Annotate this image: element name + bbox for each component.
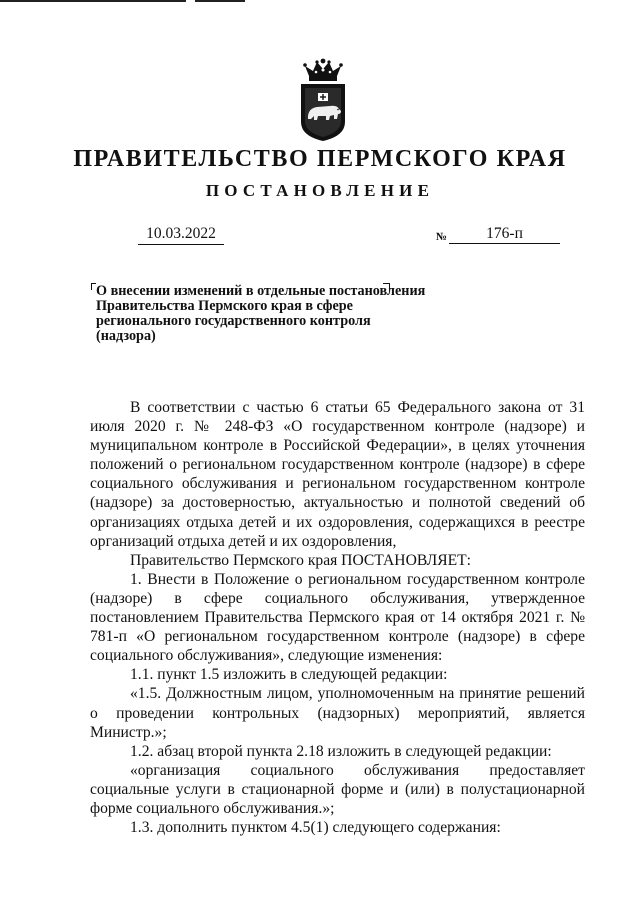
- body-paragraph-item-1-2: 1.2. абзац второй пункта 2.18 изложить в следующей редакции:: [130, 742, 552, 760]
- body-paragraph-preamble: В соответствии с частью 6 статьи 65 Федерального закона от 31 июля 2020 г. № 248-ФЗ «О государственном контроле (надзоре) и муниципальном контроле в Российской Федерации», в целях уточнения положений о региональном государственном контроле (надзоре) в сфере социального обслуживания и региональном государственном контроле (надзоре) за достоверностью, актуальностью и полнотой сведений об организациях отдыха детей и их оздоровления, содержащихся в реестре организаций отдыха детей и их оздоровления,: [90, 399, 585, 550]
- body-paragraph-resolves: Правительство Пермского края ПОСТАНОВЛЯЕТ:: [130, 551, 471, 569]
- document-number: 176-п: [449, 225, 560, 244]
- top-edge-line: [0, 0, 186, 2]
- body-paragraph-quote-2-18: «организация социального обслуживания предоставляет социальные услуги в стационарной форме и (или) в полустационарной форме социального обслуживания.»;: [90, 761, 585, 817]
- body-paragraph-item-1-3: 1.3. дополнить пунктом 4.5(1) следующего содержания:: [130, 819, 501, 837]
- body-paragraph-quote-1-5: «1.5. Должностным лицом, уполномоченным на принятие решений о проведении контрольных (надзорных) мероприятий, является Министр.»;: [90, 685, 585, 741]
- body-paragraph-item-1: 1. Внести в Положение о региональном государственном контроле (надзоре) в сфере социального обслуживания, утвержденное постановлением Правительства Пермского края от 14 октября 2021 г. № 781-п «О региональном государственном контроле (надзоре) в сфере социального обслуживания», следующие изменения:: [90, 570, 585, 665]
- date-underline: [138, 244, 224, 245]
- document-date: 10.03.2022: [146, 225, 216, 242]
- document-subject: О внесении изменений в отдельные постановления Правительства Пермского края в сфере регионального государственного контроля (надзора): [96, 283, 426, 344]
- number-sign: №: [436, 231, 448, 243]
- document-body: [90, 398, 585, 837]
- government-title: ПРАВИТЕЛЬСТВО ПЕРМСКОГО КРАЯ: [73, 146, 567, 172]
- perm-krai-emblem-icon: [297, 58, 349, 142]
- document-date-field: [138, 225, 224, 245]
- document-number-field: [436, 225, 560, 244]
- body-paragraph-item-1-1: 1.1. пункт 1.5 изложить в следующей редакции:: [130, 666, 448, 684]
- document-type-title: ПОСТАНОВЛЕНИЕ: [205, 181, 435, 200]
- top-edge-line-short: [195, 0, 245, 2]
